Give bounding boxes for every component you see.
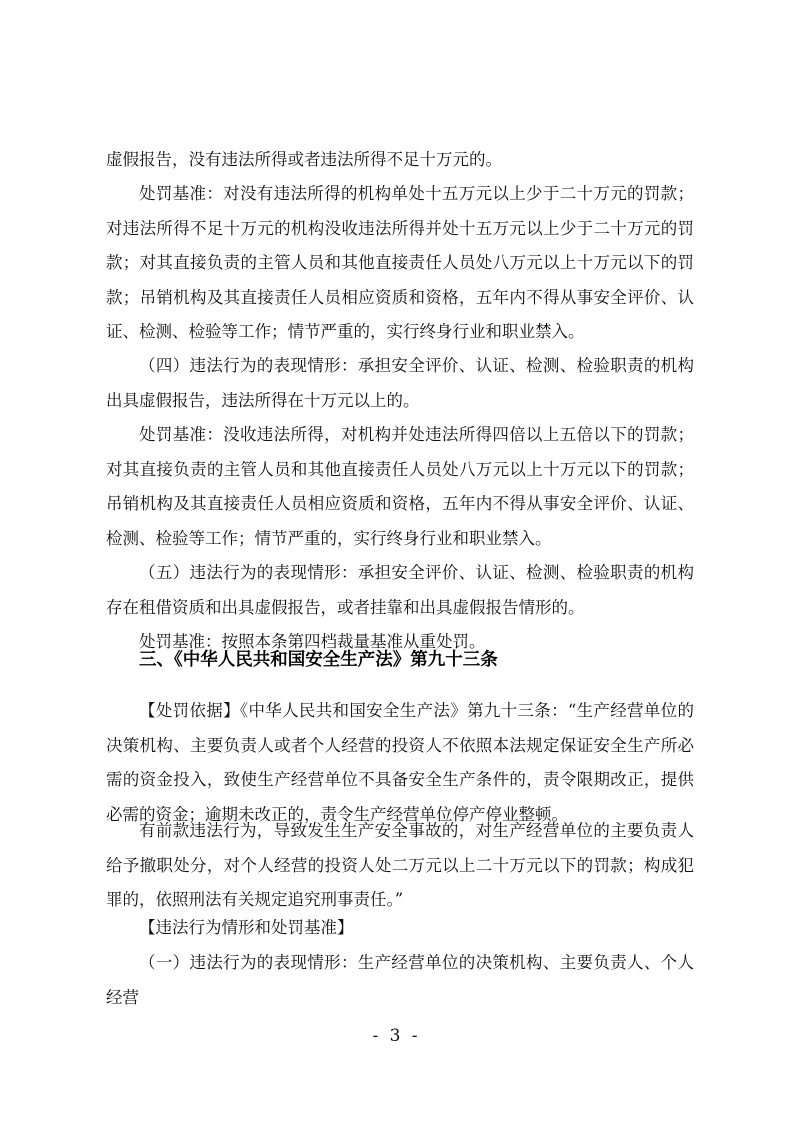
paragraph-subheading: 【违法行为情形和处罚基准】 — [139, 918, 354, 937]
paragraph-penalty-standard-4: 处罚基准：没收违法所得，对机构并处违法所得四倍以上五倍以下的罚款；对其直接负责的主管人员和其他直接责任人员处八万元以上十万元以下的罚款；吊销机构及其直接责任人员相应资质和资格，五年内不得从事安全评价、认证、检测、检验等工作；情节严重的，实行终身行业和职业禁入。 — [106, 425, 694, 548]
section-heading: 三、《中华人民共和国安全生产法》第九十三条 — [139, 650, 498, 670]
paragraph-violation-case-1: （一）违法行为的表现情形：生产经营单位的决策机构、主要负责人、个人经营 — [106, 953, 694, 1007]
paragraph-continuation: 虚假报告，没有违法所得或者违法所得不足十万元的。 — [106, 150, 502, 169]
paragraph-violation-case-4: （四）违法行为的表现情形：承担安全评价、认证、检测、检验职责的机构出具虚假报告，违法所得在十万元以上的。 — [106, 356, 694, 410]
paragraph-penalty-standard-5: 处罚基准：按照本条第四档裁量基准从重处罚。 — [139, 632, 486, 651]
paragraph-penalty-standard-3: 处罚基准：对没有违法所得的机构单处十五万元以上少于二十万元的罚款；对违法所得不足十万元的机构没收违法所得并处十五万元以上少于二十万元的罚款；对其直接负责的主管人员和其他直接责任人员处八万元以上十万元以下的罚款；吊销机构及其直接责任人员相应资质和资格，五年内不得从事安全评价、认证、检测、检验等工作；情节严重的，实行终身行业和职业禁入。 — [106, 184, 694, 341]
paragraph-violation-case-5: （五）违法行为的表现情形：承担安全评价、认证、检测、检验职责的机构存在租借资质和出具虚假报告，或者挂靠和出具虚假报告情形的。 — [106, 563, 694, 617]
paragraph-penalty-basis: 【处罚依据】《中华人民共和国安全生产法》第九十三条：“生产经营单位的决策机构、主要负责人或者个人经营的投资人不依照本法规定保证安全生产所必需的资金投入，致使生产经营单位不具备安全生产条件的，责令限期改正，提供必需的资金；逾期未改正的，责令生产经营单位停产停业整顿。 — [106, 701, 694, 824]
page-number: - 3 - — [372, 1026, 421, 1046]
paragraph-legal-clause: 有前款违法行为，导致发生生产安全事故的，对生产经营单位的主要负责人给予撤职处分，对个人经营的投资人处二万元以上二十万元以下的罚款；构成犯罪的，依照刑法有关规定追究刑事责任。” — [106, 821, 694, 909]
